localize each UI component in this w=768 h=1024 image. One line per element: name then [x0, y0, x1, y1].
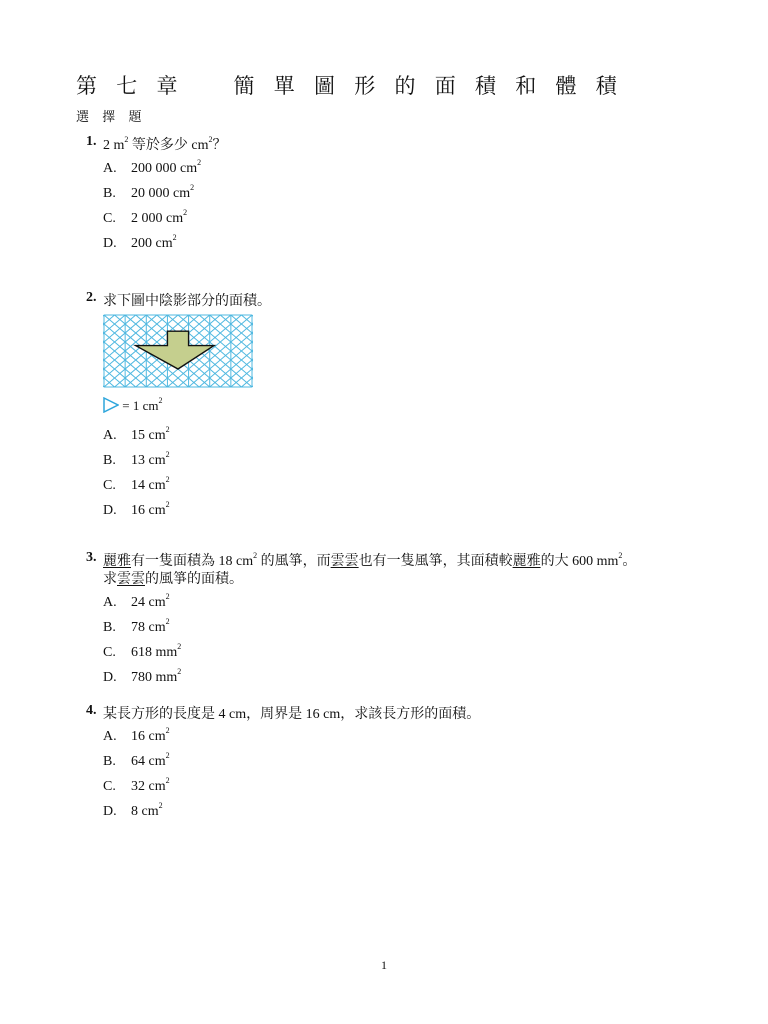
option-c: C. 2 000 $cm^2$ — [103, 208, 188, 226]
grid-diagonal-line — [220, 315, 253, 387]
grid-diagonal-line — [103, 315, 136, 387]
option-d: D. 200 $cm^2$ — [103, 233, 177, 251]
question-number: 3. — [86, 550, 97, 565]
proper-name: 麗雅 — [103, 554, 131, 569]
shaded-arrow-shape — [136, 331, 214, 369]
question-text: 求下圖中陰影部分的面積。 — [103, 294, 271, 309]
question-text — [103, 134, 227, 154]
text-run: 有一隻面積為 18 cm — [131, 554, 254, 569]
question-text: 某長方形的長度是 4 cm，周界是 16 cm，求該長方形的面積。 — [103, 707, 481, 722]
option-b: B. 78 $cm^2$ — [103, 617, 170, 635]
option-a: A. 15 $cm^2$ — [103, 425, 170, 443]
text-run: ？ — [212, 138, 227, 153]
isometric-grid-figure — [103, 314, 253, 388]
text-run: 的風箏的面積。 — [145, 572, 243, 587]
option-a: A. 24 $cm^2$ — [103, 592, 170, 610]
option-d: D. 780 $mm^2$ — [103, 667, 182, 685]
option-b: B. 20 000 $cm^2$ — [103, 183, 195, 201]
option-d: D. 8 $cm^2$ — [103, 801, 163, 819]
option-b: B. 13 $cm^2$ — [103, 450, 170, 468]
option-b: B. 64 $cm^2$ — [103, 751, 170, 769]
question-number: 1. — [86, 134, 97, 149]
section-title: 選 擇 題 — [76, 109, 147, 124]
grid-diagonal-line — [103, 315, 136, 387]
grid-diagonal-line — [220, 315, 253, 387]
option-c: C. 618 $mm^2$ — [103, 642, 182, 660]
superscript: 2 — [208, 135, 213, 144]
text-run: 。 — [622, 554, 637, 569]
text-run: 求 — [103, 572, 117, 587]
page-number: 1 — [381, 958, 387, 972]
question-text-line-1 — [103, 550, 636, 570]
superscript: 2 — [124, 135, 129, 144]
unit-legend: = 1 $cm^2$ — [103, 397, 162, 414]
option-c: C. 14 $cm^2$ — [103, 475, 170, 493]
chapter-title: 第 七 章 簡 單 圖 形 的 面 積 和 體 積 — [76, 74, 624, 98]
text-run: 2 m — [103, 138, 125, 153]
option-a: A. 200 000 $cm^2$ — [103, 158, 202, 176]
question-text-line-2 — [103, 568, 243, 588]
text-run: 的大 600 mm — [540, 554, 619, 569]
text-run: 的風箏，而 — [257, 554, 331, 569]
unit-triangle-icon — [103, 397, 119, 413]
option-a: A. 16 $cm^2$ — [103, 726, 170, 744]
option-d: D. 16 $cm^2$ — [103, 500, 170, 518]
proper-name: 雲雲 — [330, 554, 359, 569]
superscript: 2 — [618, 551, 623, 560]
option-c: C. 32 $cm^2$ — [103, 776, 170, 794]
text-run: 等於多少 cm — [128, 138, 209, 153]
question-number: 2. — [86, 290, 97, 305]
question-number: 4. — [86, 703, 97, 718]
text-run: 也有一隻風箏，其面積較 — [358, 554, 513, 569]
proper-name: 雲雲 — [117, 572, 145, 587]
proper-name: 麗雅 — [512, 554, 541, 569]
superscript: 2 — [253, 551, 258, 560]
